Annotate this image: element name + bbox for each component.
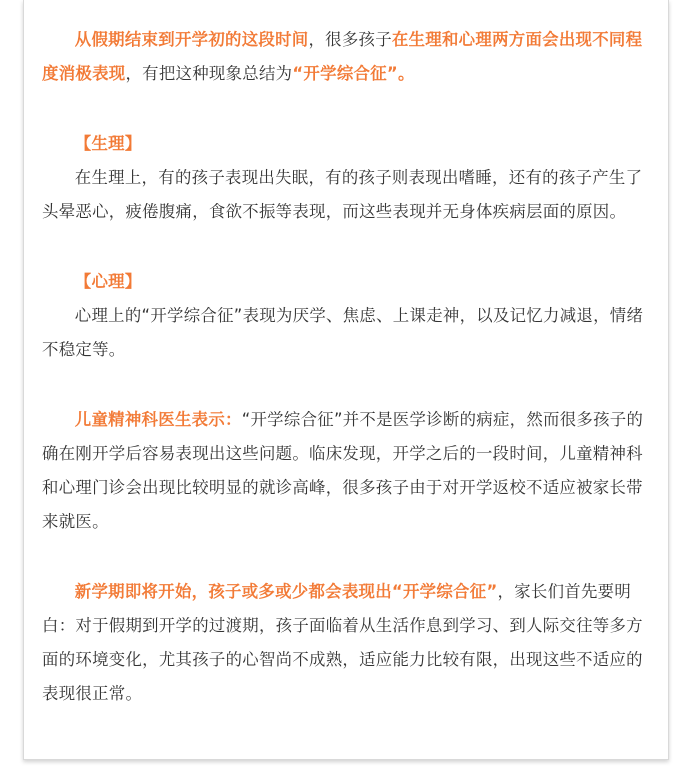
intro-highlight-symptoms: 在生理和心理两方面会出现不同程度消极表现 (42, 30, 643, 83)
spacer (42, 367, 648, 403)
physical-heading-text: 【生理】 (74, 134, 142, 153)
doctor-highlight: 儿童精神科医生表示： (74, 410, 242, 429)
spacer (42, 539, 648, 575)
psychological-paragraph (42, 299, 648, 367)
article-content (42, 23, 648, 711)
newterm-paragraph (42, 575, 648, 711)
doctor-paragraph (42, 403, 648, 539)
psychological-heading-text: 【心理】 (74, 272, 142, 291)
newterm-highlight: 新学期即将开始，孩子或多或少都会表现出“开学综合征” (74, 582, 498, 601)
physical-body: 在生理上，有的孩子表现出失眠，有的孩子则表现出嗜睡，还有的孩子产生了头晕恶心，疲倦腹痛，食欲不振等表现，而这些表现并无身体疾病层面的原因。 (42, 168, 643, 221)
intro-paragraph (42, 23, 648, 91)
physical-heading (42, 127, 648, 161)
spacer (42, 229, 648, 265)
spacer (42, 91, 648, 127)
doctor-body: “开学综合征”并不是医学诊断的病症，然而很多孩子的确在刚开学后容易表现出这些问题。临床发现，开学之后的一段时间，儿童精神科和心理门诊会出现比较明显的就诊高峰，很多孩子由于对开学返校不适应被家长带来就医。 (42, 410, 644, 531)
intro-text: ，很多孩子 (308, 30, 392, 49)
intro-highlight-period: 从假期结束到开学初的这段时间 (74, 30, 309, 49)
physical-paragraph (42, 161, 648, 229)
intro-text-summary: ，有把这种现象总结为 (125, 64, 293, 83)
psychological-heading (42, 265, 648, 299)
newterm-body: ，家长们首先要明白：对于假期到开学的过渡期，孩子面临着从生活作息到学习、到人际交往等多方面的环境变化，尤其孩子的心智尚不成熟，适应能力比较有限，出现这些不适应的表现很正常。 (42, 582, 643, 703)
psychological-body: 心理上的“开学综合征”表现为厌学、焦虑、上课走神，以及记忆力减退，情绪不稳定等。 (42, 306, 644, 359)
intro-highlight-term: “开学综合征”。 (292, 64, 415, 83)
